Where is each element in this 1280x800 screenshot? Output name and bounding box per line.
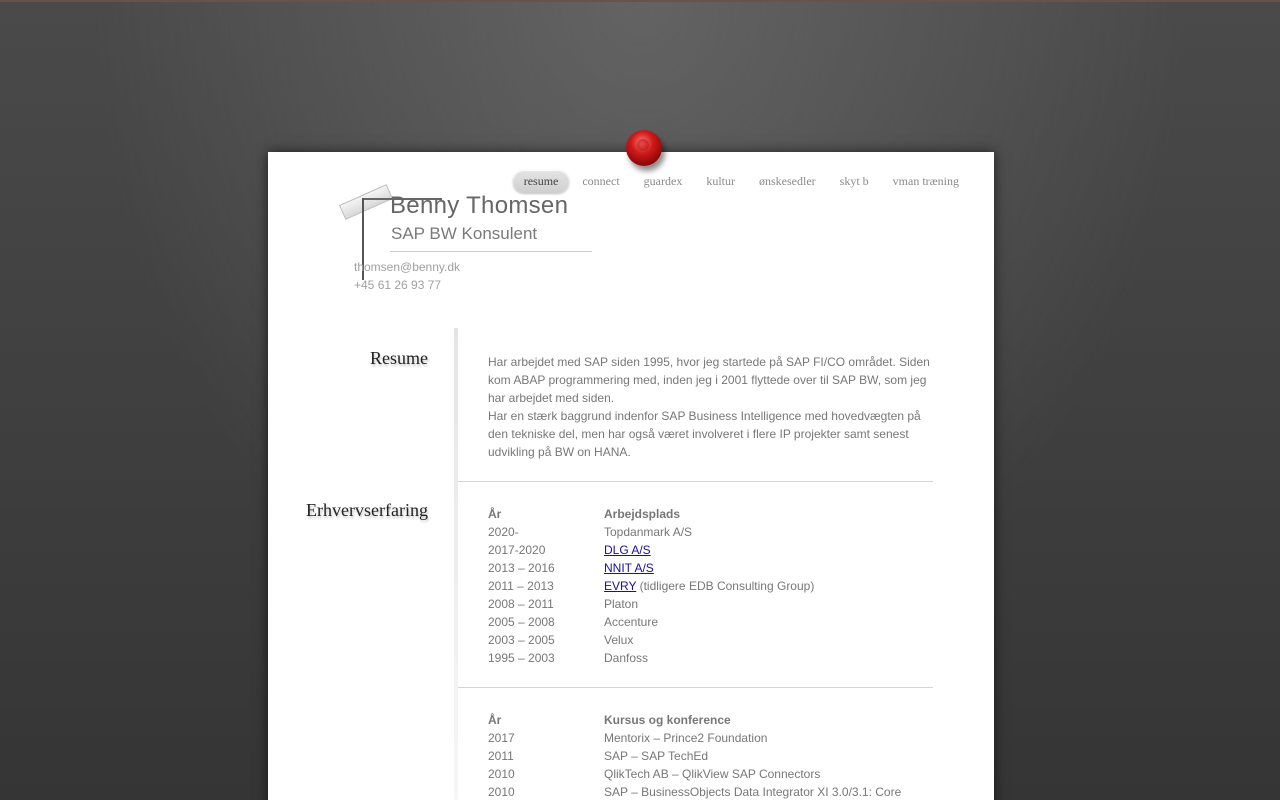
year-cell: 2010	[488, 785, 515, 799]
section-divider	[458, 481, 933, 482]
workplace-link-evry[interactable]: EVRY	[604, 579, 637, 593]
contact-phone: +45 61 26 93 77	[354, 278, 442, 292]
col-header-year: År	[488, 713, 502, 727]
contact-info	[354, 258, 460, 294]
experience-table-wrap	[488, 505, 814, 667]
pushpin-icon	[626, 130, 662, 166]
course-cell: QlikTech AB – QlikView SAP Connectors	[604, 767, 821, 781]
section-divider	[458, 687, 933, 688]
year-cell: 1995 – 2003	[488, 651, 555, 665]
table-row	[488, 783, 901, 800]
workplace-cell	[604, 541, 814, 559]
top-border	[0, 0, 1280, 2]
col-header-workplace: Arbejdsplads	[604, 507, 681, 521]
year-cell: 2003 – 2005	[488, 633, 555, 647]
contact-email: thomsen@benny.dk	[354, 260, 461, 274]
col-header-year: År	[488, 507, 502, 521]
site-owner-name: Benny Thomsen	[390, 192, 569, 219]
year-cell: 2011 – 2013	[488, 579, 554, 593]
year-cell: 2005 – 2008	[488, 615, 555, 629]
workplace-note: (tidligere EDB Consulting Group)	[636, 579, 815, 593]
table-row	[488, 541, 814, 559]
workplace-cell	[604, 559, 814, 577]
nav-item-onskesedler[interactable]: ønskesedler	[759, 174, 816, 188]
table-header-row	[488, 505, 814, 523]
workplace-cell: Platon	[604, 597, 639, 611]
nav-item-guardex[interactable]: guardex	[643, 174, 683, 188]
year-cell: 2017	[488, 731, 515, 745]
nav-item-resume[interactable]: resume	[513, 170, 570, 193]
workplace-link-dlg[interactable]: DLG A/S	[604, 543, 651, 557]
col-header-course: Kursus og konference	[604, 713, 731, 727]
table-row	[488, 613, 814, 631]
table-row	[488, 765, 901, 783]
nav-item-kultur[interactable]: kultur	[706, 174, 735, 188]
course-cell: SAP – SAP TechEd	[604, 749, 709, 763]
year-cell: 2020-	[488, 525, 519, 539]
table-row	[488, 523, 814, 541]
year-cell: 2011	[488, 749, 514, 763]
table-row	[488, 649, 814, 667]
nav-item-skyt-b[interactable]: skyt b	[839, 174, 869, 188]
table-row	[488, 559, 814, 577]
year-cell: 2013 – 2016	[488, 561, 555, 575]
course-cell: SAP – BusinessObjects Data Integrator XI 3.0/3.1: Core	[604, 785, 902, 799]
table-row	[488, 577, 814, 595]
tape-icon	[339, 184, 393, 220]
workplace-cell: Accenture	[604, 615, 659, 629]
table-header-row	[488, 711, 901, 729]
workplace-cell: Topdanmark A/S	[604, 525, 693, 539]
page-sheet	[268, 152, 994, 800]
workplace-link-nnit[interactable]: NNIT A/S	[604, 561, 654, 575]
logo-divider	[390, 251, 592, 252]
nav-item-vman-traening[interactable]: vman træning	[892, 174, 959, 188]
year-cell: 2017-2020	[488, 543, 546, 557]
year-cell: 2010	[488, 767, 515, 781]
workplace-cell: Danfoss	[604, 651, 649, 665]
year-cell: 2008 – 2011	[488, 597, 554, 611]
site-owner-title: SAP BW Konsulent	[391, 224, 538, 243]
sidebar-shadow	[454, 328, 458, 800]
resume-paragraph-2: Har en stærk baggrund indenfor SAP Business Intelligence med hovedvægten på den tekniske del, men har også været involveret i flere IP projekter samt senest udvikling på BW on HANA.	[488, 409, 921, 459]
resume-text	[488, 353, 938, 461]
courses-table-wrap	[488, 711, 901, 800]
section-label-experience: Erhvervserfaring	[306, 500, 428, 520]
table-row	[488, 631, 814, 649]
table-row	[488, 595, 814, 613]
course-cell: Mentorix – Prince2 Foundation	[604, 731, 768, 745]
nav-item-connect[interactable]: connect	[582, 174, 620, 188]
resume-paragraph-1: Har arbejdet med SAP siden 1995, hvor jeg startede på SAP FI/CO området. Siden kom ABAP programmering med, inden jeg i 2001 flyttede over til SAP BW, som jeg har arbejdet med siden.	[488, 355, 930, 405]
section-label-resume: Resume	[370, 348, 428, 368]
workplace-cell: Velux	[604, 633, 634, 647]
workplace-cell	[604, 577, 814, 595]
table-row	[488, 747, 901, 765]
table-row	[488, 729, 901, 747]
courses-table	[488, 711, 901, 800]
experience-table	[488, 505, 814, 667]
